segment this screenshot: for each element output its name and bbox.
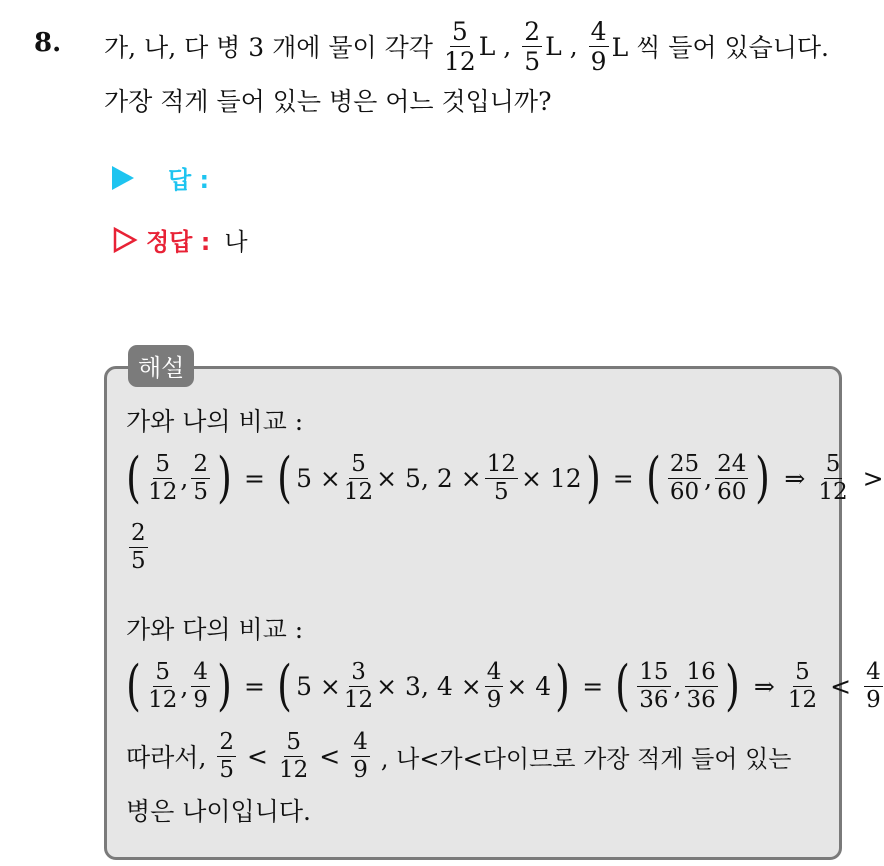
fraction: $\frac{5}{12}$ [343, 450, 374, 505]
fraction: $\frac{24}{60}$ [717, 450, 747, 505]
fraction: $\frac{5}{12}$ [148, 658, 178, 713]
compare2-title: 가와 다의 비교 : [126, 615, 304, 644]
fraction: $\frac{4}{9}$ [590, 16, 607, 76]
outline-triangle-icon [112, 226, 138, 254]
fraction: $\frac{5}{12}$ [148, 450, 178, 505]
correct-answer-label: 정답 : [146, 228, 211, 256]
fraction: $\frac{16}{36}$ [686, 658, 716, 713]
fraction: $\frac{5}{12}$ [818, 450, 848, 505]
question-line-1 [104, 18, 829, 74]
compare1-wrap [126, 522, 151, 573]
fraction: $\frac{4}{9}$ [866, 658, 881, 713]
fraction: $\frac{3}{12}$ [343, 658, 374, 713]
compare1-equation: ( $\frac{5}{12}$ , $\frac{2}{5}$ ) = ( 5 × $\frac{5}{12}$ × 5, 2 × $\frac{12}{5}$ × 12 ) = ( $\frac{25}{60}$ , $\frac{24}{60}$ ) ⇒ $\frac{5}{12}$ > [126, 446, 884, 509]
question-prefix: 가, 나, 다 병 3 개에 물이 각각 [104, 33, 433, 62]
fraction: $\frac{25}{60}$ [669, 450, 700, 505]
fraction: $\frac{5}{12}$ [279, 728, 309, 783]
conclusion-line-1: 따라서, $\frac{2}{5}$ < $\frac{5}{12}$ < $\frac{4}{9}$ , 나<가<다이므로 가장 적게 들어 있는 [126, 728, 792, 783]
fraction: $\frac{2}{5}$ [219, 728, 235, 783]
fraction: $\frac{5}{12}$ [787, 658, 818, 713]
question-number: 8. [34, 28, 62, 58]
answer-label: 답 : [168, 166, 210, 194]
fraction: $\frac{15}{36}$ [639, 658, 669, 713]
fraction: $\frac{4}{9}$ [193, 658, 208, 713]
correct-answer-value: 나 [224, 228, 248, 256]
compare1-title: 가와 나의 비교 : [126, 407, 304, 436]
correct-answer-row [112, 222, 248, 257]
conclusion-line-2: 병은 나이입니다. [126, 797, 311, 826]
unit-label: L , [478, 31, 512, 61]
fraction: $\frac{4}{9}$ [353, 728, 368, 783]
explanation-tag: 해설 [128, 345, 194, 387]
play-triangle-icon [112, 166, 134, 190]
fraction: $\frac{5}{12}$ [443, 16, 476, 76]
fraction: $\frac{4}{9}$ [486, 658, 502, 713]
fraction: $\frac{2}{5}$ [131, 520, 146, 574]
question-line-2: 가장 적게 들어 있는 병은 어느 것입니까? [104, 87, 552, 116]
compare2-equation: ( $\frac{5}{12}$ , $\frac{4}{9}$ ) = ( 5 × $\frac{3}{12}$ × 3, 4 × $\frac{4}{9}$ × 4 ) = ( $\frac{15}{36}$ , $\frac{16}{36}$ ) ⇒ $\frac{5}{12}$ < $\frac{4}{9}$ [126, 654, 881, 717]
answer-row [112, 160, 209, 195]
fraction: $\frac{2}{5}$ [524, 16, 541, 76]
fraction: $\frac{12}{5}$ [486, 450, 516, 505]
question-suffix: L 씩 들어 있습니다. [611, 33, 830, 62]
unit-label: L , [545, 31, 578, 61]
fraction: $\frac{2}{5}$ [193, 450, 208, 505]
